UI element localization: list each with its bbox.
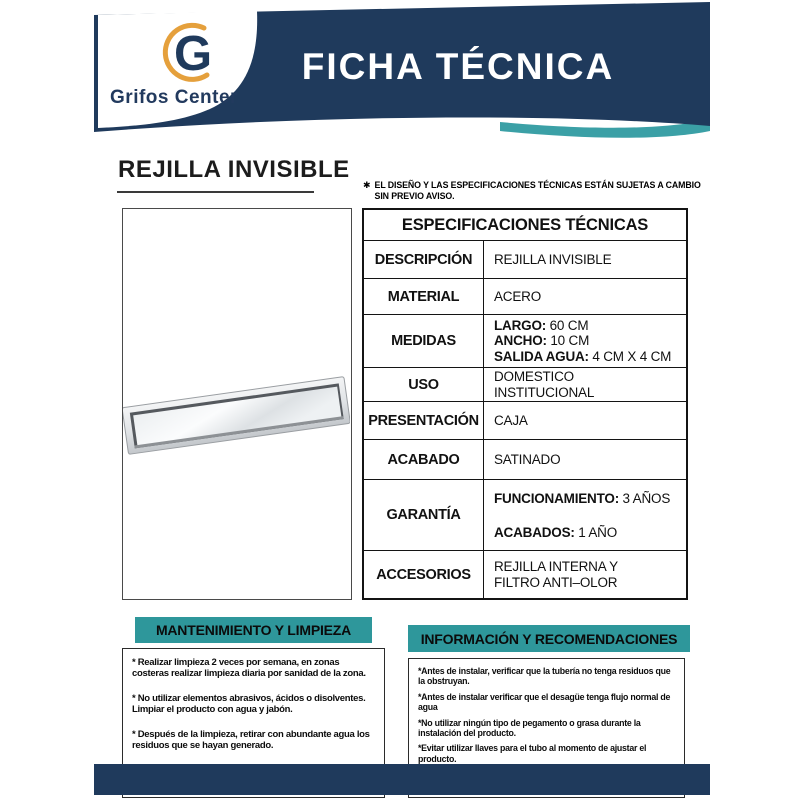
- medidas-salida-key: SALIDA AGUA:: [494, 348, 589, 364]
- notice-text: [375, 180, 701, 202]
- list-item: *Antes de instalar, verificar que la tubería no tenga residuos que la obstruyan.: [418, 666, 671, 687]
- row-label: MATERIAL: [364, 279, 484, 314]
- list-item: * Realizar limpieza 2 veces por semana, en zonas costeras realizar limpieza diaria por sanidad de la zona.: [132, 657, 366, 680]
- row-label: GARANTÍA: [364, 480, 484, 550]
- table-row-medidas: [364, 314, 686, 367]
- row-label: MEDIDAS: [364, 315, 484, 367]
- product-title: REJILLA INVISIBLE: [118, 156, 350, 183]
- garantia-acabados-val: 1 AÑO: [574, 525, 618, 541]
- row-label: ACABADO: [364, 440, 484, 479]
- row-label: DESCRIPCIÓN: [364, 241, 484, 278]
- product-image-box: [122, 208, 352, 600]
- list-item: *Evitar utilizar llaves para el tubo al momento de ajustar el producto.: [418, 743, 647, 764]
- drain-channel: [123, 377, 350, 455]
- list-item: *No utilizar ningún tipo de pegamento o grasa durante la instalación del producto.: [418, 717, 641, 738]
- table-row-uso: [364, 367, 686, 401]
- garantia-funcionamiento-key: FUNCIONAMIENTO:: [494, 491, 619, 506]
- table-row-descripcion: [364, 240, 686, 278]
- row-value: ACERO: [494, 288, 542, 304]
- asterisk-icon: ✱: [363, 180, 371, 190]
- medidas-largo-key: LARGO:: [494, 317, 547, 333]
- garantia-acabados-key: ACABADOS:: [494, 525, 575, 541]
- table-row-presentacion: [364, 401, 686, 439]
- table-row-garantia: [364, 479, 686, 550]
- medidas-largo-val: 60 CM: [546, 317, 589, 333]
- row-value: CAJA: [494, 412, 528, 428]
- banner-title: FICHA TÉCNICA: [301, 46, 615, 87]
- table-row-material: [364, 278, 686, 314]
- row-value: [484, 368, 686, 401]
- specs-table-title: ESPECIFICACIONES TÉCNICAS: [401, 215, 649, 234]
- medidas-ancho-key: ANCHO:: [494, 333, 547, 349]
- medidas-salida-val: 4 CM X 4 CM: [588, 348, 672, 364]
- uso-line2: INSTITUCIONAL: [494, 384, 595, 400]
- recommendations-header: INFORMACIÓN Y RECOMENDACIONES: [408, 625, 690, 652]
- medidas-ancho-val: 10 CM: [546, 333, 590, 349]
- row-value: SATINADO: [494, 451, 561, 467]
- header-banner: [0, 0, 800, 145]
- row-value: REJILLA INVISIBLE: [494, 251, 612, 267]
- uso-line1: DOMESTICO: [494, 368, 574, 384]
- table-row-acabado: [364, 439, 686, 479]
- logo-g-icon: G: [173, 27, 213, 81]
- row-value: [484, 315, 686, 367]
- notice-line1: EL DISEÑO Y LAS ESPECIFICACIONES TÉCNICAS ESTÁN SUJETAS A CAMBIO: [374, 180, 701, 190]
- row-label: USO: [364, 368, 484, 401]
- brand-name: Grifos Center: [110, 87, 238, 108]
- list-item: * No utilizar elementos abrasivos, ácidos o disolventes. Limpiar el producto con agua y jabón.: [132, 692, 366, 716]
- row-value: [484, 480, 686, 550]
- list-item: * Después de la limpieza, retirar con abundante agua los residuos que se hayan generado.: [132, 728, 370, 751]
- specs-table: [362, 208, 688, 600]
- maintenance-header: MANTENIMIENTO Y LIMPIEZA: [135, 617, 372, 643]
- notice-line2: SIN PREVIO AVISO.: [374, 190, 455, 201]
- row-label: ACCESORIOS: [364, 551, 484, 598]
- table-row-accesorios: [364, 550, 686, 598]
- footer-bar: [94, 764, 710, 795]
- drain-product-image: [123, 209, 350, 598]
- row-value: REJILLA INTERNA Y FILTRO ANTI–OLOR: [494, 558, 618, 590]
- title-underline: [117, 191, 314, 193]
- change-notice: [363, 180, 703, 202]
- list-item: *Antes de instalar verificar que el desagüe tenga flujo normal de agua: [418, 691, 671, 713]
- row-label: PRESENTACIÓN: [364, 402, 484, 439]
- garantia-funcionamiento-val: 3 AÑOS: [619, 491, 671, 506]
